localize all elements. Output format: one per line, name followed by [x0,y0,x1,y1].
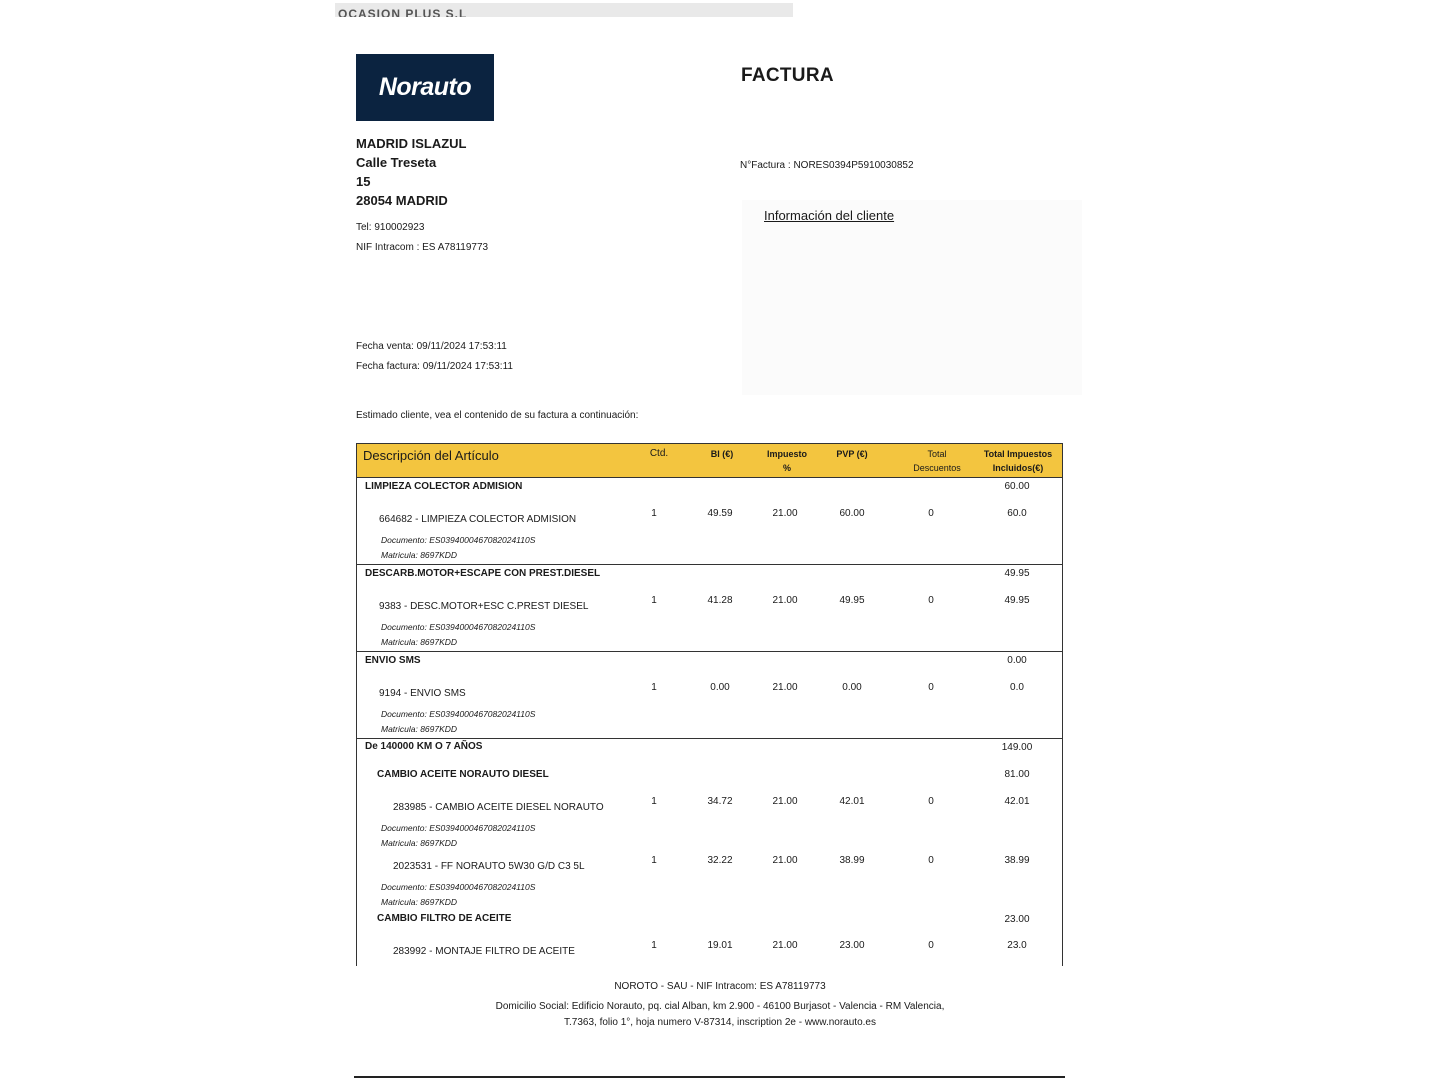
header-qty: Ctd. [649,448,669,459]
invoice-date: Fecha factura: 09/11/2024 17:53:11 [356,361,513,372]
header-total [974,447,1062,475]
item-total: 42.01 [1004,796,1030,807]
store-number: 15 [356,174,371,189]
item-tax: 21.00 [772,682,798,693]
item-description: 664682 - LIMPIEZA COLECTOR ADMISION [379,514,577,525]
footer-address: Domicilio Social: Edificio Norauto, pq. cial Alban, km 2.900 - 46100 Burjasot - Valencia - RM Valencia, [495,1001,945,1012]
bottom-rule [354,1076,1065,1078]
service-total: 149.00 [1001,742,1033,753]
item-qty: 1 [651,855,657,866]
item-plate: Matricula: 8697KDD [381,724,458,734]
item-bi: 34.72 [707,796,733,807]
item-qty: 1 [651,508,657,519]
item-bi: 41.28 [707,595,733,606]
top-strip-text: OCASION PLUS S.L [338,7,468,17]
item-document: Documento: ES0394000467082024110S [381,709,536,719]
item-qty: 1 [651,940,657,951]
group-title: ENVIO SMS [365,655,421,666]
store-city: 28054 MADRID [356,193,448,208]
header-bi: BI (€) [710,449,734,459]
item-plate: Matricula: 8697KDD [381,838,458,848]
header-tax [757,447,817,475]
row-divider [357,564,1062,565]
page-title: FACTURA [741,65,834,86]
item-bi: 19.01 [707,940,733,951]
item-discount: 0 [928,940,934,951]
header-pvp: PVP (€) [836,449,868,459]
item-discount: 0 [928,508,934,519]
item-total: 23.0 [1007,940,1027,951]
item-pvp: 23.00 [839,940,865,951]
item-qty: 1 [651,682,657,693]
header-tax-line2: % [782,463,791,473]
subgroup-total: 23.00 [1004,914,1030,925]
item-tax: 21.00 [772,796,798,807]
group-title: LIMPIEZA COLECTOR ADMISION [365,481,523,492]
item-discount: 0 [928,682,934,693]
group-total: 49.95 [1004,568,1030,579]
item-pvp: 0.00 [842,682,862,693]
item-description: 9383 - DESC.MOTOR+ESC C.PREST DIESEL [379,601,589,612]
item-plate: Matricula: 8697KDD [381,897,458,907]
invoice-number: N°Factura : NORES0394P5910030852 [740,160,914,171]
item-document: Documento: ES0394000467082024110S [381,622,536,632]
header-tax-line1: Impuesto [766,449,807,459]
item-pvp: 38.99 [839,855,865,866]
item-total: 38.99 [1004,855,1030,866]
item-pvp: 42.01 [839,796,865,807]
item-bi: 49.59 [707,508,733,519]
item-qty: 1 [651,595,657,606]
footer-registry: T.7363, folio 1°, hoja numero V-87314, inscription 2e - www.norauto.es [564,1017,876,1028]
header-disc-line1: Total [927,449,947,459]
item-plate: Matricula: 8697KDD [381,550,458,560]
item-discount: 0 [928,796,934,807]
item-bi: 32.22 [707,855,733,866]
header-discounts [897,447,977,475]
item-description: 283985 - CAMBIO ACEITE DIESEL NORAUTO [393,802,604,813]
item-qty: 1 [651,796,657,807]
group-total: 60.00 [1004,481,1030,492]
item-document: Documento: ES0394000467082024110S [381,535,536,545]
subgroup-total: 81.00 [1004,769,1030,780]
item-tax: 21.00 [772,855,798,866]
item-total: 49.95 [1004,595,1030,606]
sale-date: Fecha venta: 09/11/2024 17:53:11 [356,341,507,352]
logo-text: Norauto [378,73,472,101]
item-total: 60.0 [1007,508,1027,519]
table-header [357,443,1062,478]
norauto-logo [356,54,494,121]
footer-company: NOROTO - SAU - NIF Intracom: ES A78119773 [614,981,826,992]
client-info-box [742,200,1082,395]
item-description: 9194 - ENVIO SMS [379,688,466,699]
item-description: 2023531 - FF NORAUTO 5W30 G/D C3 5L [393,861,585,872]
client-info-heading: Información del cliente [764,208,895,223]
item-pvp: 60.00 [839,508,865,519]
item-tax: 21.00 [772,508,798,519]
item-document: Documento: ES0394000467082024110S [381,882,536,892]
header-total-line2: Incluidos(€) [992,463,1044,473]
row-divider [357,738,1062,739]
header-description: Descripción del Artículo [363,448,499,463]
item-tax: 21.00 [772,940,798,951]
row-divider [357,651,1062,652]
item-plate: Matricula: 8697KDD [381,637,458,647]
item-discount: 0 [928,855,934,866]
intro-text: Estimado cliente, vea el contenido de su factura a continuación: [356,410,639,421]
item-description: 283992 - MONTAJE FILTRO DE ACEITE [393,946,575,957]
top-strip [335,3,793,17]
item-discount: 0 [928,595,934,606]
item-document: Documento: ES0394000467082024110S [381,823,536,833]
store-phone: Tel: 910002923 [356,222,425,233]
header-disc-line2: Descuentos [913,463,961,473]
group-total: 0.00 [1007,655,1027,666]
subgroup-title: CAMBIO ACEITE NORAUTO DIESEL [377,769,549,780]
store-nif: NIF Intracom : ES A78119773 [356,242,489,253]
item-pvp: 49.95 [839,595,865,606]
group-title: DESCARB.MOTOR+ESCAPE CON PREST.DIESEL [365,568,601,579]
store-name: MADRID ISLAZUL [356,136,467,151]
header-total-line1: Total Impuestos [983,449,1053,459]
subgroup-title: CAMBIO FILTRO DE ACEITE [377,913,512,924]
item-total: 0.0 [1010,682,1024,693]
service-title: De 140000 KM O 7 AÑOS [365,741,483,752]
store-street: Calle Treseta [356,155,437,170]
item-tax: 21.00 [772,595,798,606]
invoice-table [356,443,1063,966]
item-bi: 0.00 [710,682,730,693]
